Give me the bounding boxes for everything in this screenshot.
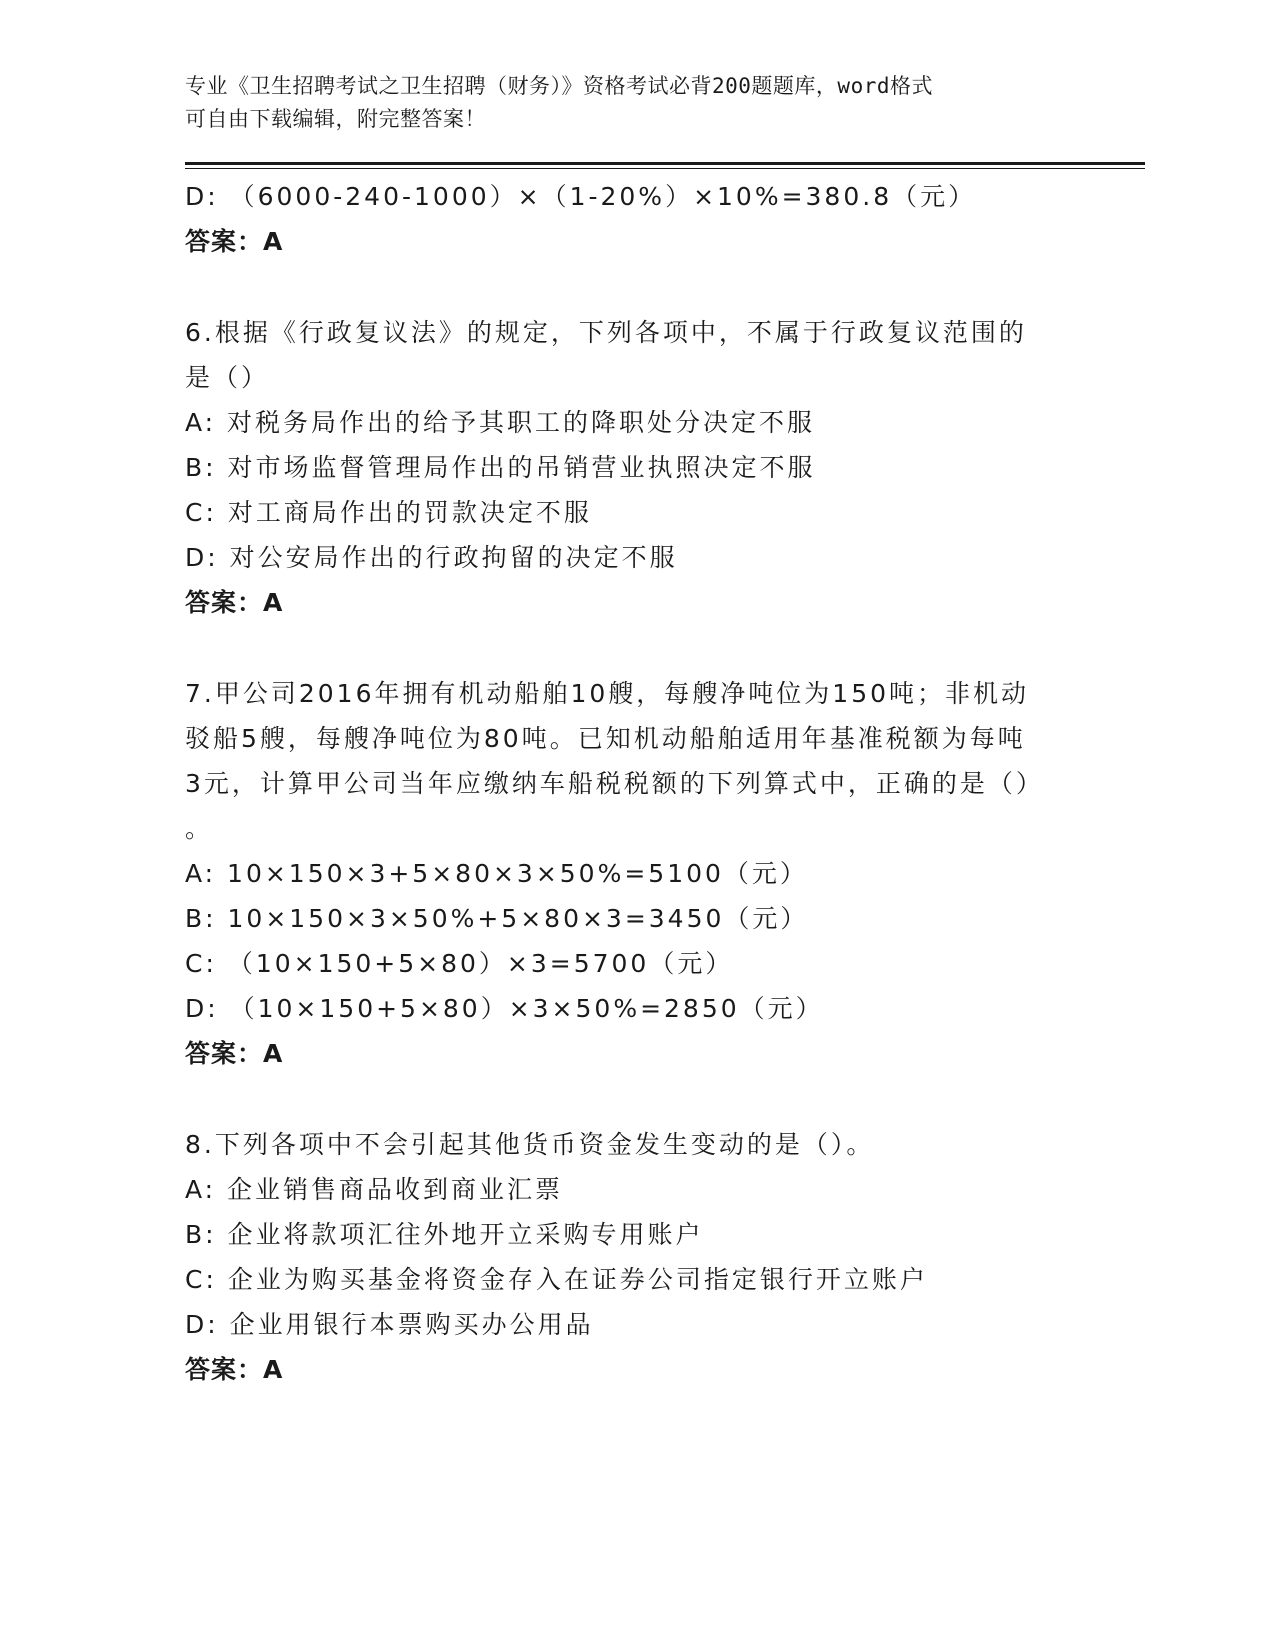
question-8-answer: 答案：A xyxy=(185,1355,284,1384)
question-7-text-line-1: 7.甲公司2016年拥有机动船舶10艘，每艘净吨位为150吨；非机动 xyxy=(185,679,1030,708)
question-6 xyxy=(185,310,1145,625)
prev-answer: 答案：A xyxy=(185,227,284,256)
question-8-option-d: D: 企业用银行本票购买办公用品 xyxy=(185,1310,594,1339)
question-8-text-line-1: 8.下列各项中不会引起其他货币资金发生变动的是（）。 xyxy=(185,1130,875,1159)
question-7-option-c: C: （10×150+5×80）×3=5700（元） xyxy=(185,949,734,978)
question-6-option-a: A: 对税务局作出的给予其职工的降职处分决定不服 xyxy=(185,408,816,437)
question-6-option-c: C: 对工商局作出的罚款决定不服 xyxy=(185,498,592,527)
question-7-option-a: A: 10×150×3+5×80×3×50%=5100（元） xyxy=(185,859,808,888)
question-6-answer: 答案：A xyxy=(185,588,284,617)
document-header xyxy=(185,70,1065,136)
question-7-text-line-4: 。 xyxy=(185,814,214,843)
question-8-option-c: C: 企业为购买基金将资金存入在证券公司指定银行开立账户 xyxy=(185,1265,928,1294)
question-7-text-line-2: 驳船5艘，每艘净吨位为80吨。已知机动船舶适用年基准税额为每吨 xyxy=(185,724,1026,753)
question-8-option-a: A: 企业销售商品收到商业汇票 xyxy=(185,1175,564,1204)
header-line-2: 可自由下载编辑，附完整答案！ xyxy=(185,107,486,131)
question-6-text-line-1: 6.根据《行政复议法》的规定，下列各项中，不属于行政复议范围的 xyxy=(185,318,1027,347)
question-7-option-b: B: 10×150×3×50%+5×80×3=3450（元） xyxy=(185,904,809,933)
question-8-option-b: B: 企业将款项汇往外地开立采购专用账户 xyxy=(185,1220,704,1249)
document-page xyxy=(185,70,1145,1392)
header-line-1: 专业《卫生招聘考试之卫生招聘（财务）》资格考试必背200题题库，word格式 xyxy=(185,74,933,98)
question-7-answer: 答案：A xyxy=(185,1039,284,1068)
question-6-text-line-2: 是（） xyxy=(185,363,270,392)
question-7-option-d: D: （10×150+5×80）×3×50%=2850（元） xyxy=(185,994,824,1023)
question-8 xyxy=(185,1122,1145,1392)
question-7-text-line-3: 3元，计算甲公司当年应缴纳车船税税额的下列算式中，正确的是（） xyxy=(185,769,1044,798)
question-7 xyxy=(185,671,1145,1076)
prev-option-d: D: （6000-240-1000）×（1-20%）×10%=380.8（元） xyxy=(185,182,977,211)
header-divider xyxy=(185,162,1145,169)
question-6-option-b: B: 对市场监督管理局作出的吊销营业执照决定不服 xyxy=(185,453,816,482)
question-6-option-d: D: 对公安局作出的行政拘留的决定不服 xyxy=(185,543,678,572)
question-content xyxy=(185,174,1145,1392)
